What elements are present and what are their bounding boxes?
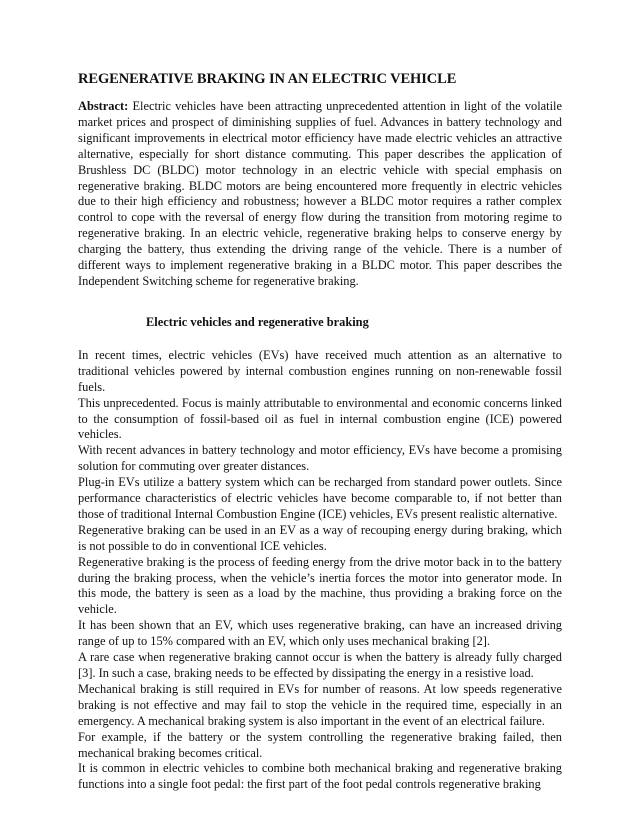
abstract-paragraph xyxy=(78,99,562,290)
document-page xyxy=(78,70,562,793)
abstract-label: Abstract: xyxy=(78,99,129,113)
body-paragraph: It has been shown that an EV, which uses regenerative braking, can have an increased driving range of up to 15% compared with an EV, which only uses mechanical braking [2]. xyxy=(78,618,562,649)
section-heading: Electric vehicles and regenerative braking xyxy=(146,314,369,329)
body-paragraph: For example, if the battery or the system controlling the regenerative braking failed, then mechanical braking becomes critical. xyxy=(78,729,562,760)
body-paragraph: Regenerative braking is the process of feeding energy from the drive motor back in to the battery during the braking process, when the vehicle’s inertia forces the motor into generator mode. In this mode, the battery is seen as a load by the machine, thus providing a braking force on the vehicle. xyxy=(78,554,562,617)
abstract-text: Electric vehicles have been attracting unprecedented attention in light of the volatile market prices and prospect of diminishing supplies of fuel. Advances in battery technology and significant improvements in electrical motor efficiency have made electric vehicles an attractive alternative, especially for short distance commuting. This paper describes the application of Brushless DC (BLDC) motor technology in an electric vehicle with special emphasis on regenerative braking. BLDC motors are being encountered more frequently in electric vehicles due to their high efficiency and robustness; however a BLDC motor requires a rather complex control to cope with the reversal of energy flow during the transition from motoring regime to regenerative braking. In an electric vehicle, regenerative braking helps to conserve energy by charging the battery, thus extending the driving range of the vehicle. There is a number of different ways to implement regenerative braking in a BLDC motor. This paper describes the Independent Switching scheme for regenerative braking. xyxy=(78,99,562,288)
body-paragraph: It is common in electric vehicles to combine both mechanical braking and regenerative braking functions into a single foot pedal: the first part of the foot pedal controls regenerative braking xyxy=(78,761,562,792)
body-paragraph: In recent times, electric vehicles (EVs) have received much attention as an alternative to traditional vehicles powered by internal combustion engines running on non-renewable fossil fuels. xyxy=(78,347,562,394)
body-paragraph: With recent advances in battery technology and motor efficiency, EVs have become a promising solution for commuting over greater distances. xyxy=(78,443,562,474)
body-paragraph: Mechanical braking is still required in EVs for number of reasons. At low speeds regenerative braking is not effective and may fail to stop the vehicle in the required time, especially in an emergency. A mechanical braking system is also important in the event of an electrical failure. xyxy=(78,681,562,728)
body-paragraph: A rare case when regenerative braking cannot occur is when the battery is already fully charged [3]. In such a case, braking needs to be effected by dissipating the energy in a resistive load. xyxy=(78,650,562,680)
body-paragraph: Regenerative braking can be used in an EV as a way of recouping energy during braking, which is not possible to do in conventional ICE vehicles. xyxy=(78,522,562,553)
document-title: REGENERATIVE BRAKING IN AN ELECTRIC VEHICLE xyxy=(78,71,457,87)
body-paragraph: This unprecedented. Focus is mainly attributable to environmental and economic concerns linked to the consumption of fossil-based oil as fuel in internal combustion engine (ICE) powered vehicles. xyxy=(78,395,562,442)
body-paragraph: Plug-in EVs utilize a battery system which can be recharged from standard power outlets. Since performance characteristics of electric vehicles have become comparable to, if not better than those of traditional Internal Combustion Engine (ICE) vehicles, EVs present realistic alternative. xyxy=(78,475,562,521)
